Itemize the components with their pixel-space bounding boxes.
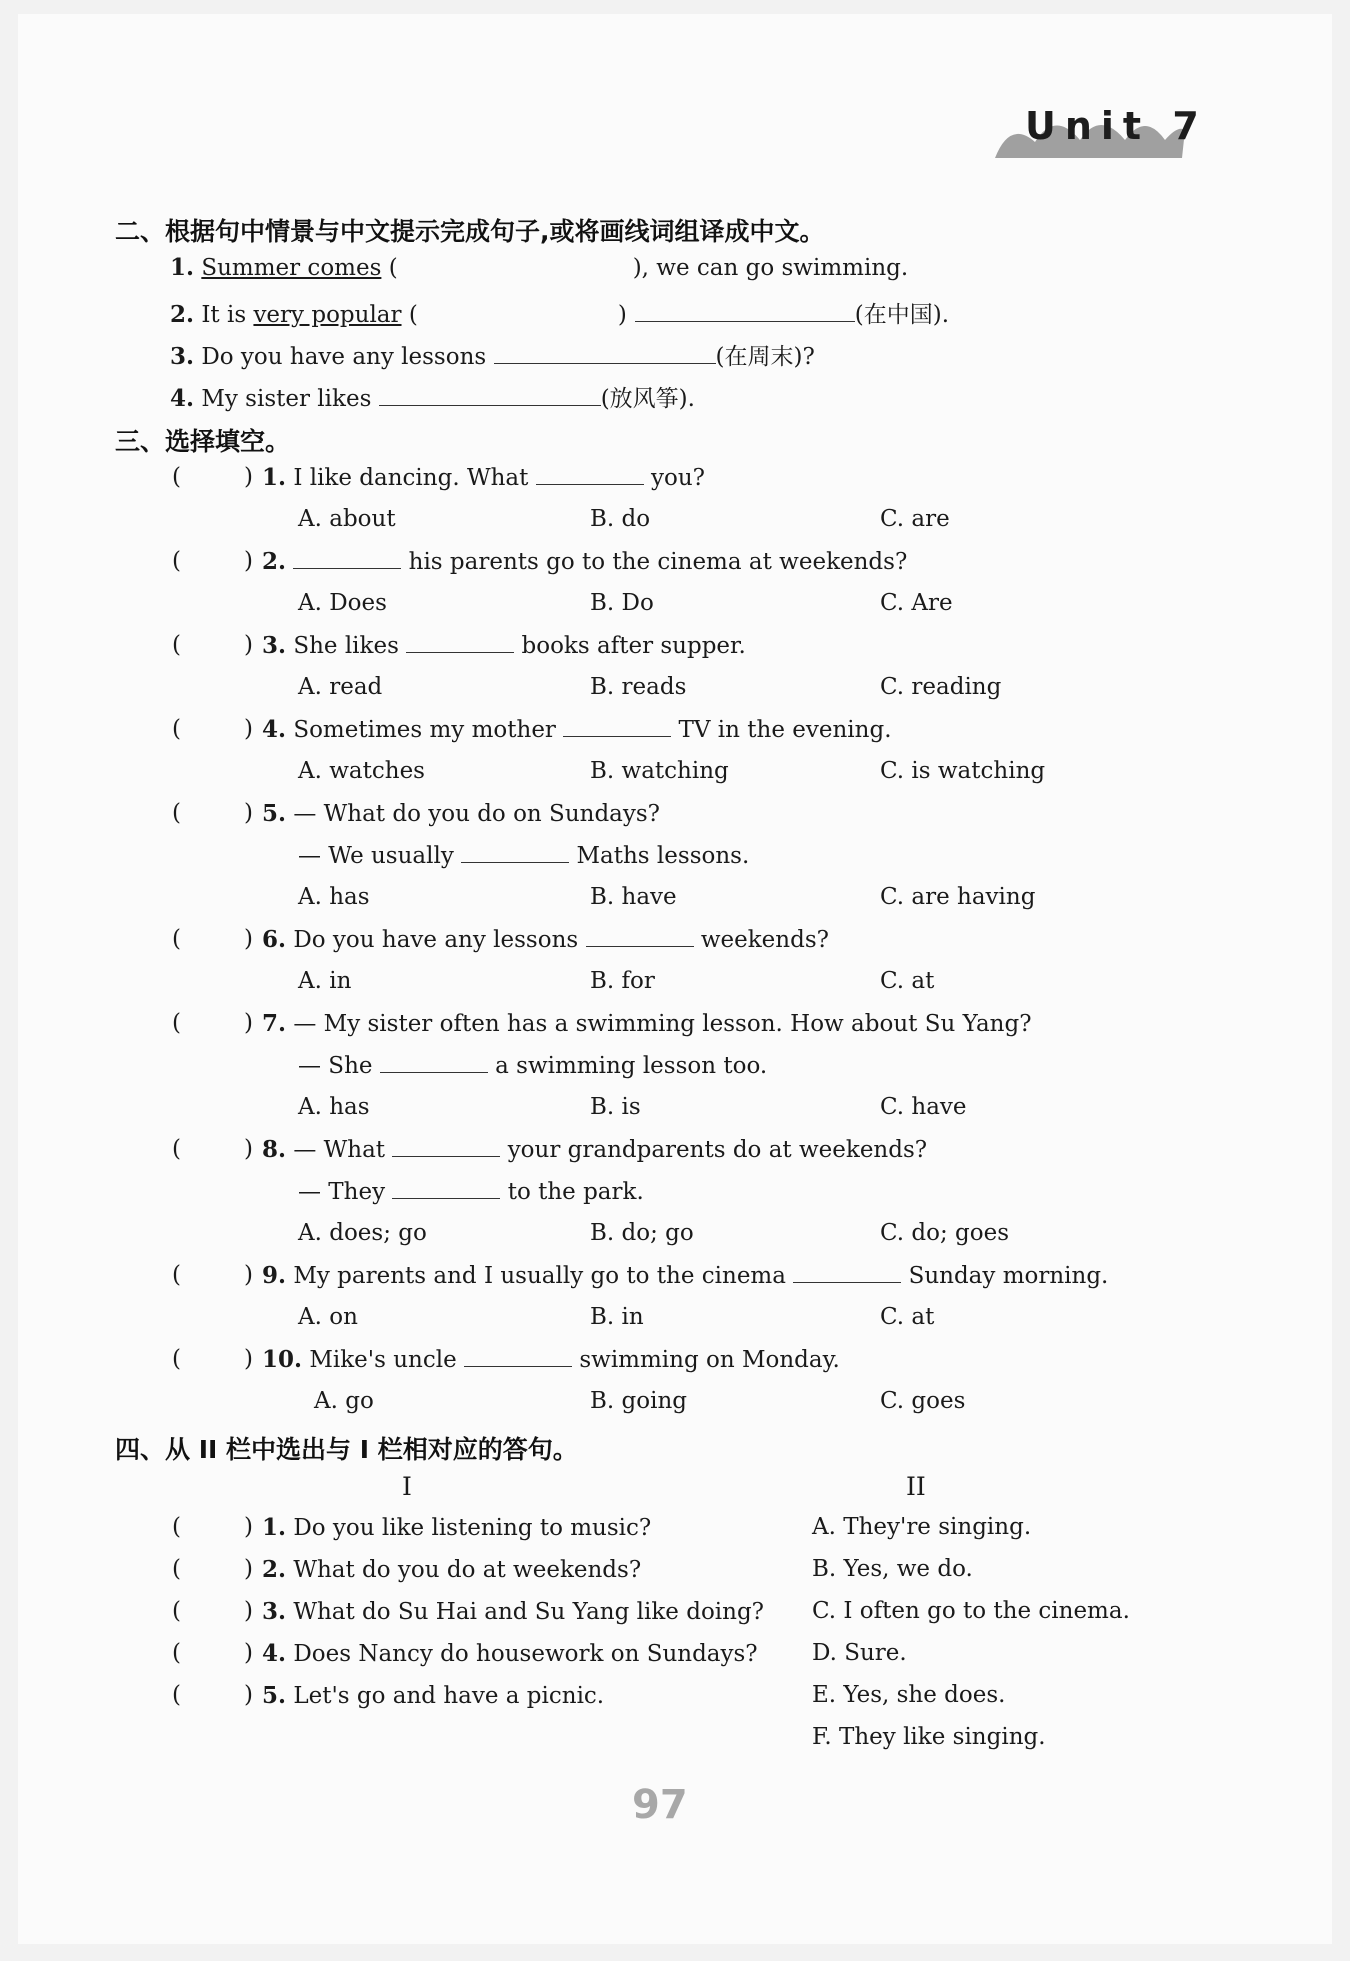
answer-paren-close: ): [244, 1514, 253, 1540]
answer-option-e: E. Yes, she does.: [812, 1682, 1006, 1708]
option-b[interactable]: B. reads: [590, 674, 687, 700]
question-number: 4.: [262, 1640, 287, 1667]
question-number: 10.: [262, 1346, 303, 1373]
sentence-tail: ), we can go swimming.: [632, 255, 909, 281]
question-text: Does Nancy do housework on Sundays?: [293, 1641, 758, 1667]
question-text: — My sister often has a swimming lesson. How about Su Yang?: [293, 1011, 1032, 1037]
s3-q10: [262, 1346, 840, 1373]
question-text: — What do you do on Sundays?: [293, 801, 661, 827]
question-number: 6.: [262, 926, 287, 953]
answer-paren-close: ): [244, 1262, 253, 1288]
s4-question-4: [262, 1640, 758, 1667]
answer-paren-close: ): [244, 1682, 253, 1708]
answer-paren-close: ): [244, 632, 253, 658]
option-a[interactable]: A. go: [314, 1388, 374, 1414]
answer-paren-open[interactable]: (: [172, 1262, 181, 1288]
chinese-hint: (在周末)?: [715, 344, 815, 370]
answer-paren-close: ): [244, 1640, 253, 1666]
answer-paren-open[interactable]: (: [172, 1514, 181, 1540]
question-text: weekends?: [700, 927, 829, 953]
s4-question-5: [262, 1682, 604, 1709]
underlined-phrase: Summer comes: [201, 255, 382, 281]
answer-blank[interactable]: [586, 926, 694, 947]
s3-q6: [262, 926, 829, 953]
answer-paren-close: ): [244, 548, 253, 574]
answer-blank[interactable]: [464, 1346, 572, 1367]
question-text: I like dancing. What: [293, 465, 529, 491]
answer-blank[interactable]: [406, 632, 514, 653]
question-number: 2.: [262, 1556, 287, 1583]
question-text: Mike's uncle: [309, 1347, 457, 1373]
question-text: books after supper.: [521, 633, 746, 659]
section3-heading: 三、选择填空。: [115, 427, 291, 456]
open-paren: (: [401, 302, 418, 328]
answer-blank[interactable]: [793, 1262, 901, 1283]
s2-item-3: [170, 338, 815, 371]
question-text: — What: [293, 1137, 386, 1163]
answer-paren-close: ): [244, 716, 253, 742]
option-a[interactable]: A. watches: [298, 758, 425, 784]
s3-q8-line2: [298, 1178, 644, 1205]
answer-paren-close: ): [244, 800, 253, 826]
item-number: 4.: [170, 385, 195, 412]
question-text: — We usually: [298, 843, 454, 869]
answer-paren-open[interactable]: (: [172, 1598, 181, 1624]
question-number: 5.: [262, 1682, 287, 1709]
answer-blank[interactable]: [635, 301, 855, 322]
option-b[interactable]: B. watching: [590, 758, 729, 784]
question-number: 1.: [262, 1514, 287, 1541]
s3-q7: [262, 1010, 1032, 1037]
answer-paren-open[interactable]: (: [172, 1556, 181, 1582]
question-number: 5.: [262, 800, 287, 827]
question-number: 7.: [262, 1010, 287, 1037]
option-c[interactable]: C. Are: [880, 590, 953, 616]
option-b[interactable]: B. do; go: [590, 1220, 694, 1246]
s3-q8: [262, 1136, 927, 1163]
option-c[interactable]: C. reading: [880, 674, 1002, 700]
answer-blank[interactable]: [380, 1052, 488, 1073]
answer-blank[interactable]: [461, 842, 569, 863]
question-number: 9.: [262, 1262, 287, 1289]
option-a[interactable]: A. does; go: [298, 1220, 427, 1246]
option-c[interactable]: C. at: [880, 968, 935, 994]
option-c[interactable]: C. do; goes: [880, 1220, 1010, 1246]
option-a[interactable]: A. has: [298, 884, 370, 910]
option-a[interactable]: A. has: [298, 1094, 370, 1120]
answer-paren-open[interactable]: (: [172, 1640, 181, 1666]
answer-paren-close: ): [244, 1136, 253, 1162]
answer-blank[interactable]: [536, 464, 644, 485]
question-text: Maths lessons.: [576, 843, 750, 869]
option-b[interactable]: B. Do: [590, 590, 654, 616]
option-b[interactable]: B. is: [590, 1094, 641, 1120]
question-number: 1.: [262, 464, 287, 491]
question-text: My parents and I usually go to the cinema: [293, 1263, 786, 1289]
option-a[interactable]: A. on: [298, 1304, 358, 1330]
option-b[interactable]: B. for: [590, 968, 655, 994]
item-number: 3.: [170, 343, 195, 370]
answer-paren-open[interactable]: (: [172, 926, 181, 952]
s4-question-1: [262, 1514, 651, 1541]
option-b[interactable]: B. have: [590, 884, 677, 910]
option-c[interactable]: C. are: [880, 506, 950, 532]
option-c[interactable]: C. are having: [880, 884, 1036, 910]
answer-paren-close: ): [244, 1556, 253, 1582]
section2-heading: 二、根据句中情景与中文提示完成句子,或将画线词组译成中文。: [115, 217, 825, 246]
answer-option-b: B. Yes, we do.: [812, 1556, 973, 1582]
question-text: — They: [298, 1179, 386, 1205]
column-i-label: I: [402, 1472, 412, 1501]
unit-title: Unit 7: [1025, 104, 1208, 148]
answer-paren-open[interactable]: (: [172, 548, 181, 574]
s2-item-4: [170, 380, 695, 413]
answer-paren-open[interactable]: (: [172, 1010, 181, 1036]
s3-q5-line2: [298, 842, 749, 869]
question-number: 3.: [262, 632, 287, 659]
s3-q1: [262, 464, 705, 491]
question-text: Sometimes my mother: [293, 717, 556, 743]
column-ii-label: II: [906, 1472, 926, 1501]
question-text: to the park.: [507, 1179, 644, 1205]
answer-paren-open[interactable]: (: [172, 1346, 181, 1372]
sentence-pre: Do you have any lessons: [201, 344, 487, 370]
answer-paren-open[interactable]: (: [172, 1682, 181, 1708]
s3-q9: [262, 1262, 1108, 1289]
question-text: TV in the evening.: [678, 717, 892, 743]
answer-paren-open[interactable]: (: [172, 1136, 181, 1162]
answer-paren-close: ): [244, 926, 253, 952]
sentence-pre: My sister likes: [201, 386, 372, 412]
question-number: 4.: [262, 716, 287, 743]
s3-q5: [262, 800, 660, 827]
s3-q2: [262, 548, 907, 575]
underlined-phrase: very popular: [253, 302, 402, 328]
chinese-hint: (放风筝).: [600, 386, 695, 412]
answer-paren-open[interactable]: (: [172, 632, 181, 658]
answer-option-c: C. I often go to the cinema.: [812, 1598, 1130, 1624]
answer-paren-close: ): [244, 464, 253, 490]
answer-blank[interactable]: [392, 1178, 500, 1199]
question-number: 3.: [262, 1598, 287, 1625]
question-text: She likes: [293, 633, 399, 659]
chinese-hint: (在中国).: [854, 302, 950, 328]
section4-heading: 四、从 II 栏中选出与 I 栏相对应的答句。: [115, 1435, 578, 1464]
question-text: Do you have any lessons: [293, 927, 579, 953]
answer-paren-open[interactable]: (: [172, 716, 181, 742]
question-text: his parents go to the cinema at weekends?: [408, 549, 908, 575]
answer-option-a: A. They're singing.: [812, 1514, 1032, 1540]
question-text: What do you do at weekends?: [293, 1557, 642, 1583]
s2-item-2: [170, 296, 949, 329]
option-b[interactable]: B. do: [590, 506, 651, 532]
question-text: Let's go and have a picnic.: [293, 1683, 605, 1709]
question-text: What do Su Hai and Su Yang like doing?: [293, 1599, 765, 1625]
answer-paren-close: ): [244, 1346, 253, 1372]
item-number: 2.: [170, 301, 195, 328]
sentence-pre: It is: [201, 302, 254, 328]
option-c[interactable]: C. is watching: [880, 758, 1046, 784]
option-a[interactable]: A. in: [298, 968, 352, 994]
answer-paren-close: ): [244, 1598, 253, 1624]
answer-blank[interactable]: [563, 716, 671, 737]
answer-blank[interactable]: [494, 343, 716, 364]
option-c[interactable]: C. goes: [880, 1388, 966, 1414]
question-text: swimming on Monday.: [579, 1347, 840, 1373]
answer-blank[interactable]: [379, 385, 601, 406]
question-text: Do you like listening to music?: [293, 1515, 652, 1541]
question-text: Sunday morning.: [908, 1263, 1109, 1289]
item-number: 1.: [170, 254, 195, 281]
question-number: 2.: [262, 548, 287, 575]
question-number: 8.: [262, 1136, 287, 1163]
open-paren: (: [381, 255, 398, 281]
option-a[interactable]: A. Does: [298, 590, 387, 616]
s2-item-1: [170, 254, 908, 281]
answer-option-f: F. They like singing.: [812, 1724, 1046, 1750]
option-b[interactable]: B. going: [590, 1388, 687, 1414]
answer-paren-close: ): [244, 1010, 253, 1036]
answer-blank[interactable]: [392, 1136, 500, 1157]
option-a[interactable]: A. about: [298, 506, 396, 532]
option-b[interactable]: B. in: [590, 1304, 644, 1330]
answer-blank[interactable]: [293, 548, 401, 569]
s4-question-2: [262, 1556, 641, 1583]
answer-paren-open[interactable]: (: [172, 464, 181, 490]
answer-option-d: D. Sure.: [812, 1640, 907, 1666]
s4-question-3: [262, 1598, 764, 1625]
question-text: — She: [298, 1053, 373, 1079]
s3-q7-line2: [298, 1052, 767, 1079]
option-c[interactable]: C. at: [880, 1304, 935, 1330]
s3-q4: [262, 716, 892, 743]
page-number: 97: [632, 1782, 688, 1828]
option-c[interactable]: C. have: [880, 1094, 967, 1120]
question-text: you?: [650, 465, 705, 491]
question-text: your grandparents do at weekends?: [507, 1137, 928, 1163]
close-paren: ): [617, 302, 627, 328]
option-a[interactable]: A. read: [298, 674, 383, 700]
answer-paren-open[interactable]: (: [172, 800, 181, 826]
s3-q3: [262, 632, 746, 659]
question-text: a swimming lesson too.: [495, 1053, 768, 1079]
